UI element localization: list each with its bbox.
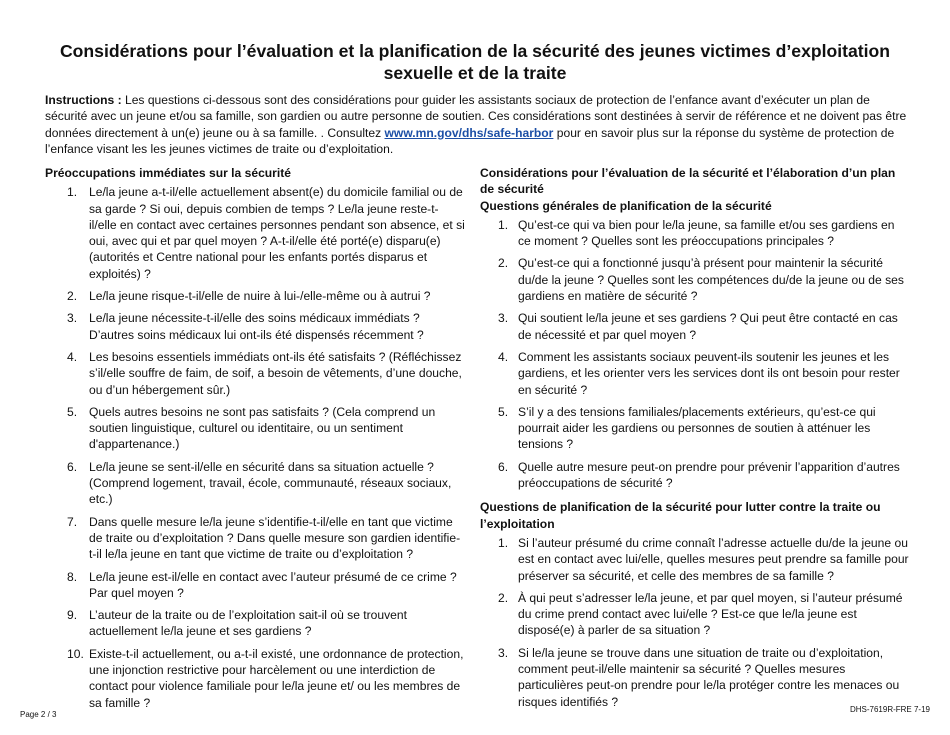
item-text: Quelle autre mesure peut-on prendre pour prévenir l’apparition d’autres préoccupations de sécurité ? [518,459,900,491]
list-item [480,645,910,710]
item-number: 5. [498,404,509,419]
instructions-text: Les questions ci-dessous sont des considérations pour guider les assistants sociaux de protection de l’enfance avant d’exécuter un plan de sécurité avec un jeune et/ou sa famille, son gardien ou autre personne de soutien. Ces considérations sont destinées à servir de référence et ne doivent pas être données directement à un(e) jeune ou à sa famille. . Consultez [45,93,907,140]
item-number: 3. [498,311,509,326]
page-title: Considérations pour l’évaluation et la planification de la sécurité des jeunes victimes d’exploitation sexuelle et de la traite [59,41,891,83]
item-number: 4. [67,349,78,364]
instructions-label: Instructions : [45,93,122,107]
list-item [480,535,910,584]
page-number: Page 2 / 3 [20,710,57,719]
item-number: 2. [498,590,509,605]
item-number: 10. [67,646,84,661]
instructions-paragraph [45,92,909,157]
item-number: 6. [498,459,509,474]
list-item [45,514,465,563]
item-text: Les besoins essentiels immédiats ont-ils été satisfaits ? (Réfléchissez s’il/elle souffre de faim, de soif, a besoin de vêtements, d’une douche, ou d’un hébergement sûr.) [89,349,462,397]
form-code: DHS-7619R-FRE 7-19 [849,705,930,714]
list-item [45,569,465,602]
list-item [480,404,910,453]
instructions-text-end: pour en savoir plus sur la réponse du système de protection de l’enfance visant les les jeunes victimes de traite ou d’exploitation. [45,125,895,156]
list-item [45,404,465,453]
general-questions-heading: Questions générales de planification de la sécurité [480,198,772,213]
item-text: Si l’auteur présumé du crime connaît l’adresse actuelle du/de la jeune ou est en contact avec lui/elle, quelles mesures peut prendre sa famille pour préserver sa sécurité, et celle des membres de sa famille ? [518,535,909,583]
item-number: 5. [67,404,78,419]
list-item [45,184,465,282]
immediate-concerns-heading: Préoccupations immédiates sur la sécurité [45,166,292,180]
list-item [480,590,910,639]
item-number: 9. [67,608,78,623]
safe-harbor-link[interactable]: www.mn.gov/dhs/safe-harbor [384,125,554,140]
item-number: 3. [67,311,78,326]
list-item [45,310,465,343]
item-text: Existe-t-il actuellement, ou a-t-il existé, une ordonnance de protection, une injonction restrictive pour harcèlement ou une interdiction de contact pour violence familiale pour le/la jeune et/ ou les membres de sa famille ? [89,646,464,710]
item-number: 4. [498,349,509,364]
list-item [480,217,910,250]
list-item [480,459,910,492]
item-text: À qui peut s’adresser le/la jeune, et par quel moyen, si l’auteur présumé du crime prend contact avec lui/elle ? Est-ce que le/la jeune est disposé(e) à parler de sa situation ? [518,590,903,638]
list-item [480,310,910,343]
item-text: Le/la jeune a-t-il/elle actuellement absent(e) du domicile familial ou de sa garde ? Si oui, depuis combien de temps ? Le/la jeune reste-t-il/elle en contact avec certaines personnes pendant son absence, et si oui, avec qui et par quel moyen ? A-t-il/elle été porté(e) disparu(e) (autorités et Centre national pour les enfants portés disparus et exploités) ? [89,185,465,281]
item-text: Si le/la jeune se trouve dans une situation de traite ou d’exploitation, comment peut-il/elle maintenir sa sécurité ? Quelles mesures particulières peut-on prendre pour le/la protéger contre les menaces ou risques identifiés ? [518,645,900,709]
item-number: 6. [67,459,78,474]
list-item [480,349,910,398]
item-number: 7. [67,514,78,529]
item-number: 1. [67,185,78,200]
item-text: Quels autres besoins ne sont pas satisfaits ? (Cela comprend un soutien linguistique, culturel ou identitaire, ou un sentiment d'appartenance.) [89,404,436,452]
list-item [45,607,465,640]
immediate-concerns-list [45,184,465,711]
right-column [480,165,910,710]
assessment-heading: Considérations pour l’évaluation de la sécurité et l’élaboration d’un plan de sécurité [480,166,896,197]
item-text: Le/la jeune nécessite-t-il/elle des soins médicaux immédiats ? D’autres soins médicaux lui ont-ils été dispensés récemment ? [89,311,424,342]
list-item [45,646,465,711]
item-text: Le/la jeune est-il/elle en contact avec l’auteur présumé de ce crime ? Par quel moyen ? [89,569,457,600]
item-text: Qu’est-ce qui va bien pour le/la jeune, sa famille et/ou ses gardiens en ce moment ? Quelles sont les préoccupations principales ? [518,217,895,249]
item-text: Dans quelle mesure le/la jeune s’identifie-t-il/elle en tant que victime de traite ou d’exploitation ? Dans quelle mesure son gardien identifie-t-il le/la jeune en tant que victime de traite ou d’exploitation ? [89,514,461,562]
item-number: 2. [498,256,509,271]
item-text: Le/la jeune se sent-il/elle en sécurité dans sa situation actuelle ? (Comprend logement, travail, école, communauté, réseaux sociaux, etc.) [89,459,452,507]
item-number: 3. [498,645,509,660]
trafficking-questions-heading: Questions de planification de la sécurité pour lutter contre la traite ou l’exploitation [480,500,881,531]
item-number: 1. [498,535,509,550]
item-number: 8. [67,569,78,584]
item-text: L’auteur de la traite ou de l’exploitation sait-il où se trouvent actuellement le/la jeune et ses gardiens ? [89,608,407,639]
trafficking-questions-list [480,535,910,710]
item-number: 2. [67,289,78,304]
item-text: Le/la jeune risque-t-il/elle de nuire à lui-/elle-même ou à autrui ? [89,289,431,304]
item-text: Qui soutient le/la jeune et ses gardiens ? Qui peut être contacté en cas de nécessité et par quel moyen ? [518,311,898,342]
list-item [45,288,465,304]
left-column [45,165,465,711]
list-item [45,459,465,508]
item-text: Qu’est-ce qui a fonctionné jusqu’à présent pour maintenir la sécurité du/de la jeune ? Quelles sont les compétences du/de la jeune ou de ses gardiens en matière de sécurité ? [518,256,904,304]
list-item [45,349,465,398]
general-questions-list [480,217,910,491]
list-item [480,255,910,304]
item-text: Comment les assistants sociaux peuvent-ils soutenir les jeunes et les gardiens, et les orienter vers les services dont ils ont besoin pour rester en sécurité ? [518,349,900,397]
item-text: S’il y a des tensions familiales/placements extérieurs, qu’est-ce qui pourrait aider les gardiens ou personnes de soutien à atténuer les tensions ? [518,404,876,452]
item-number: 1. [498,217,509,232]
